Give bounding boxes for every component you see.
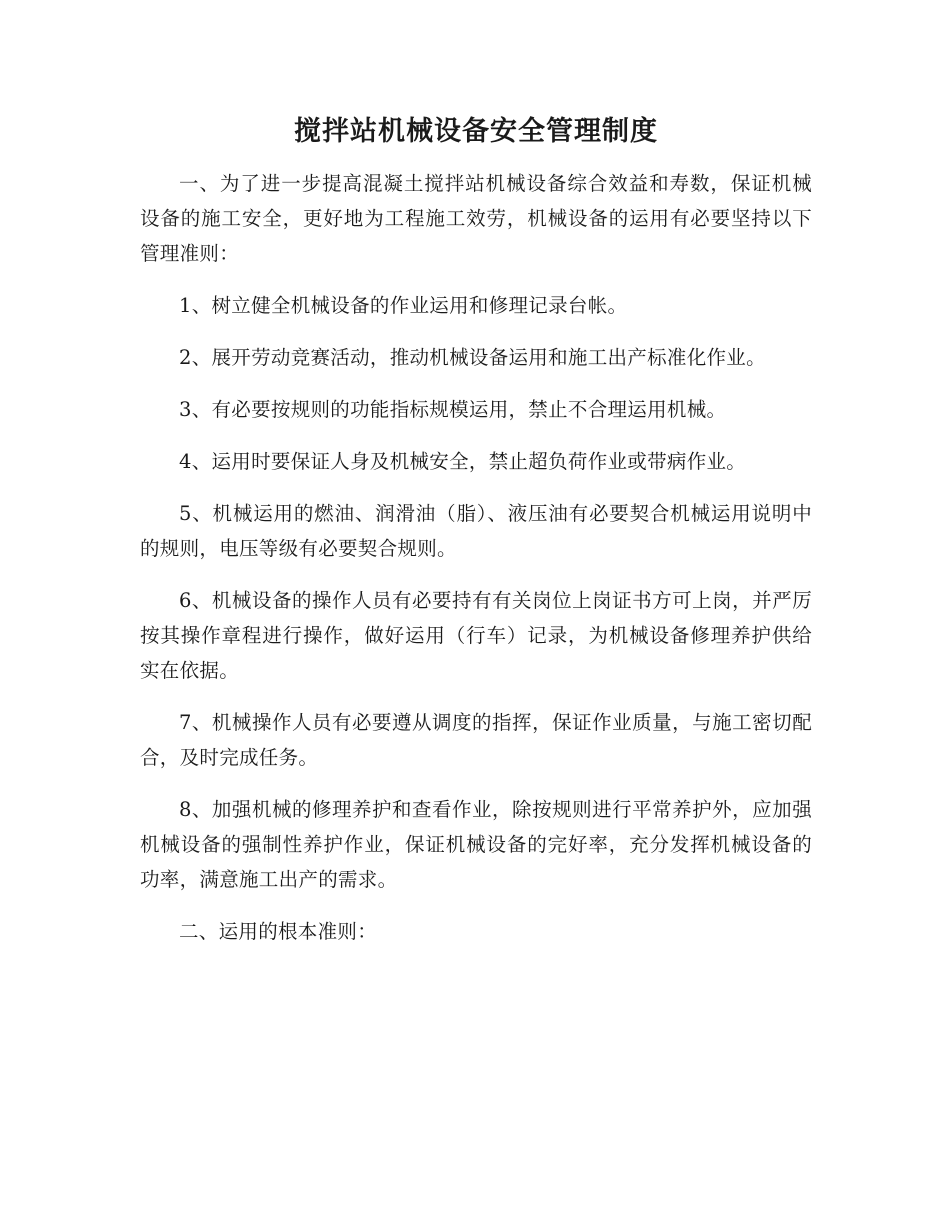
paragraph-item-3: 3、有必要按规则的功能指标规模运用，禁止不合理运用机械。	[179, 398, 727, 421]
paragraph-item-4: 4、运用时要保证人身及机械安全，禁止超负荷作业或带病作业。	[179, 450, 747, 473]
paragraph-intro: 一、为了进一步提高混凝土搅拌站机械设备综合效益和寿数，保证机械设备的施工安全，更好地为工程施工效劳，机械设备的运用有必要坚持以下管理准则：	[140, 172, 812, 265]
document-title: 搅拌站机械设备安全管理制度	[294, 116, 658, 147]
paragraph-item-1: 1、树立健全机械设备的作业运用和修理记录台帐。	[179, 294, 628, 317]
document-page	[140, 112, 812, 966]
section-heading-2: 二、运用的根本准则：	[179, 920, 378, 943]
paragraph-item-6: 6、机械设备的操作人员有必要持有有关岗位上岗证书方可上岗，并严厉按其操作章程进行操作，做好运用（行车）记录，为机械设备修理养护供给实在依据。	[140, 589, 812, 682]
paragraph-item-7: 7、机械操作人员有必要遵从调度的指挥，保证作业质量，与施工密切配合，及时完成任务。	[140, 711, 812, 769]
paragraph-item-2: 2、展开劳动竞赛活动，推动机械设备运用和施工出产标准化作业。	[179, 346, 766, 369]
paragraph-item-8: 8、加强机械的修理养护和查看作业，除按规则进行平常养护外，应加强机械设备的强制性养护作业，保证机械设备的完好率，充分发挥机械设备的功率，满意施工出产的需求。	[140, 798, 812, 891]
paragraph-item-5: 5、机械运用的燃油、润滑油（脂）、液压油有必要契合机械运用说明中的规则，电压等级有必要契合规则。	[140, 502, 812, 560]
